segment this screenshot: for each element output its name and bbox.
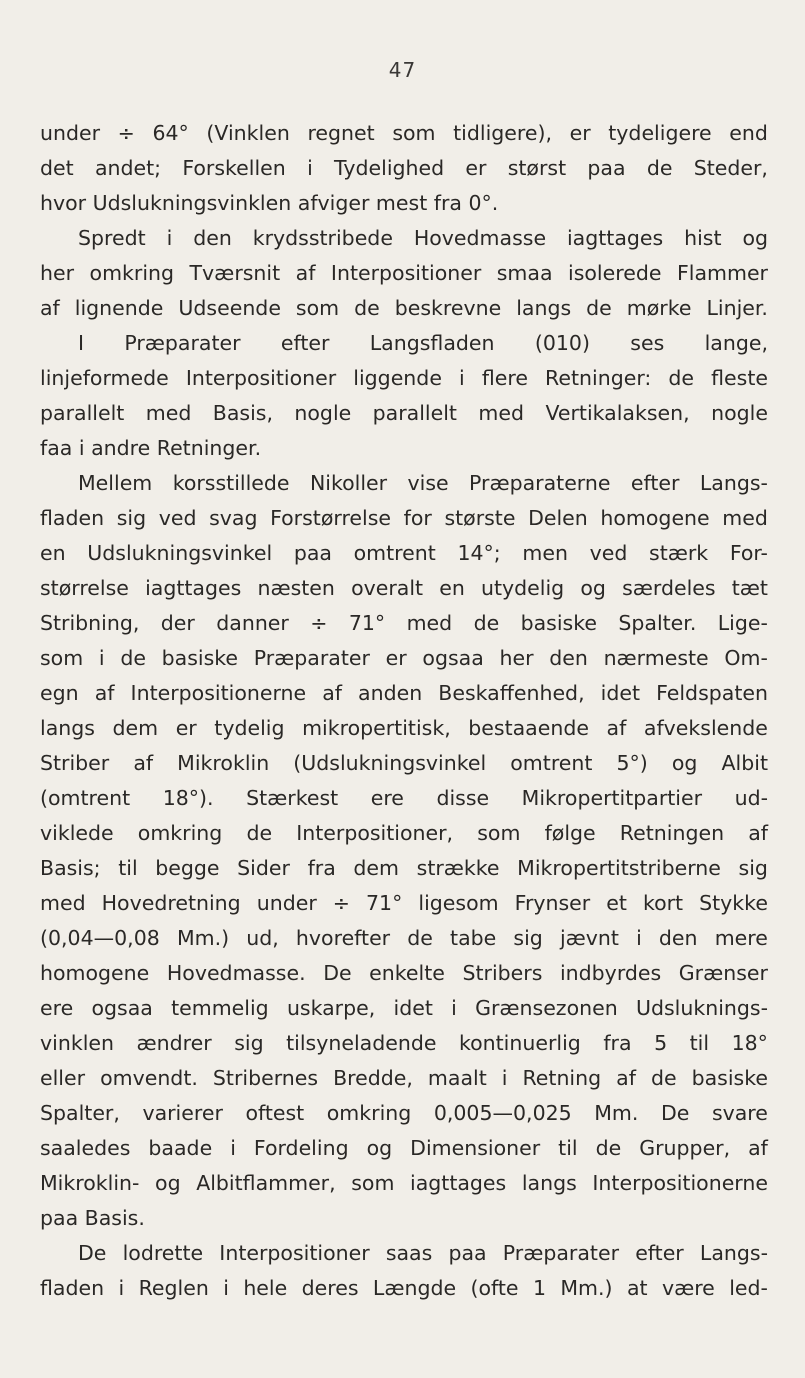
text-line: under ÷ 64° (Vinklen regnet som tidligere), er tydeligere end [40,121,768,145]
text-line: ere ogsaa temmelig uskarpe, idet i Grænsezonen Udsluknings- [40,996,768,1020]
text-line: faa i andre Retninger. [40,436,262,460]
text-line: fladen i Reglen i hele deres Længde (ofte 1 Mm.) at være led- [40,1276,768,1300]
text-line: fladen sig ved svag Forstørrelse for største Delen homogene med [40,506,768,530]
text-line: vinklen ændrer sig tilsyneladende kontinuerlig fra 5 til 18° [40,1031,768,1055]
text-line: paa Basis. [40,1206,145,1230]
text-line: Mikroklin- og Albitflammer, som iagttages langs Interpositionerne [40,1171,768,1195]
page-number: 47 [388,58,417,82]
text-line: (omtrent 18°). Stærkest ere disse Mikropertitpartier ud- [40,786,768,810]
text-line: størrelse iagttages næsten overalt en utydelig og særdeles tæt [40,576,768,600]
text-line: De lodrette Interpositioner saas paa Præparater efter Langs- [78,1241,768,1265]
text-line: I Præparater efter Langsfladen (010) ses lange, [78,331,768,355]
text-line: langs dem er tydelig mikropertitisk, bestaaende af afvekslende [40,716,768,740]
text-line: Spalter, varierer oftest omkring 0,005—0,025 Mm. De svare [40,1101,768,1125]
text-line: (0,04—0,08 Mm.) ud, hvorefter de tabe sig jævnt i den mere [40,926,768,950]
text-line: det andet; Forskellen i Tydelighed er størst paa de Steder, [40,156,768,180]
text-line: Stribning, der danner ÷ 71° med de basiske Spalter. Lige- [40,611,768,635]
text-line: homogene Hovedmasse. De enkelte Stribers indbyrdes Grænser [40,961,768,985]
text-line: Mellem korsstillede Nikoller vise Præparaterne efter Langs- [78,471,768,495]
text-line: Spredt i den krydsstribede Hovedmasse iagttages hist og [78,226,768,250]
text-line: her omkring Tværsnit af Interpositioner smaa isolerede Flammer [40,261,768,285]
text-line: Basis; til begge Sider fra dem strække Mikropertitstriberne sig [40,856,768,880]
text-line: parallelt med Basis, nogle parallelt med Vertikalaksen, nogle [40,401,768,425]
text-line: Striber af Mikroklin (Udslukningsvinkel omtrent 5°) og Albit [40,751,768,775]
text-line: viklede omkring de Interpositioner, som følge Retningen af [40,821,768,845]
text-line: eller omvendt. Stribernes Bredde, maalt i Retning af de basiske [40,1066,768,1090]
text-line: med Hovedretning under ÷ 71° ligesom Frynser et kort Stykke [40,891,768,915]
text-line: linjeformede Interpositioner liggende i flere Retninger: de fleste [40,366,768,390]
body-text [40,116,768,1306]
text-line: en Udslukningsvinkel paa omtrent 14°; men ved stærk For- [40,541,768,565]
text-line: saaledes baade i Fordeling og Dimensioner til de Grupper, af [40,1136,768,1160]
text-line: af lignende Udseende som de beskrevne langs de mørke Linjer. [40,296,768,320]
text-line: egn af Interpositionerne af anden Beskaffenhed, idet Feldspaten [40,681,768,705]
text-line: som i de basiske Præparater er ogsaa her den nærmeste Om- [40,646,768,670]
text-line: hvor Udslukningsvinklen afviger mest fra 0°. [40,191,499,215]
